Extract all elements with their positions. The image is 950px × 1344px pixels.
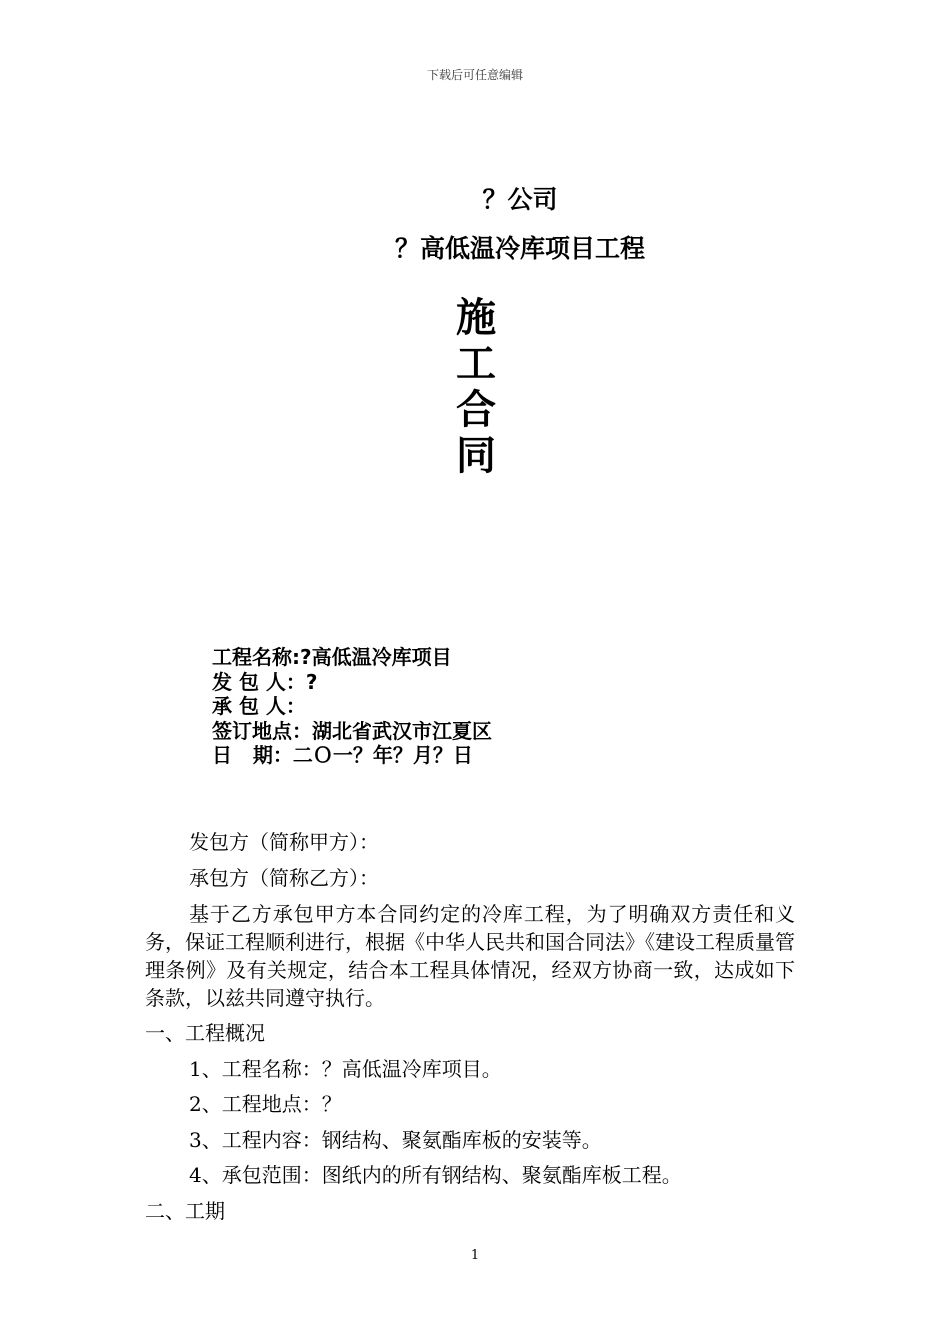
party-a-line: 发包方（简称甲方）： [189, 830, 379, 854]
title-char: 工 [456, 341, 496, 387]
overview-item-location: 2、工程地点：？ [189, 1092, 342, 1116]
company-name: ？公司 [482, 185, 558, 214]
date-line: 日 期：二Ｏ一？年？月？日 [212, 743, 473, 767]
page-number: 1 [470, 1248, 480, 1263]
overview-item-name: 1、工程名称：？高低温冷库项目。 [189, 1056, 502, 1081]
employer-line: 发 包 人：? [212, 669, 318, 694]
sign-place-line: 签订地点：湖北省武汉市江夏区 [212, 718, 492, 743]
party-b-line: 承包方（简称乙方）： [189, 865, 379, 890]
overview-item-scope: 4、承包范围：图纸内的所有钢结构、聚氨酯库板工程。 [189, 1163, 682, 1187]
project-name-line: 工程名称:?高低温冷库项目 [212, 645, 452, 669]
title-char: 施 [456, 295, 496, 341]
page-header: 下载后可任意编辑 [426, 68, 523, 82]
contractor-line: 承 包 人： [212, 694, 306, 718]
contract-title [448, 295, 504, 479]
title-char: 同 [456, 433, 496, 479]
overview-item-content: 3、工程内容：钢结构、聚氨酯库板的安装等。 [189, 1127, 602, 1152]
title-char: 合 [456, 387, 496, 433]
project-title: ？高低温冷库项目工程 [394, 234, 645, 263]
contract-info-block [212, 645, 492, 768]
preamble-paragraph: 基于乙方承包甲方本合同约定的冷库工程，为了明确双方责任和义务，保证工程顺利进行，根据《中华人民共和国合同法》《建设工程质量管理条例》及有关规定，结合本工程具体情况，经双方协商一致，达成如下条款，以兹共同遵守执行。 [145, 902, 795, 1010]
section-heading-schedule: 二、工期 [145, 1198, 225, 1223]
contract-body [145, 825, 795, 1229]
section-heading-overview: 一、工程概况 [145, 1021, 265, 1045]
